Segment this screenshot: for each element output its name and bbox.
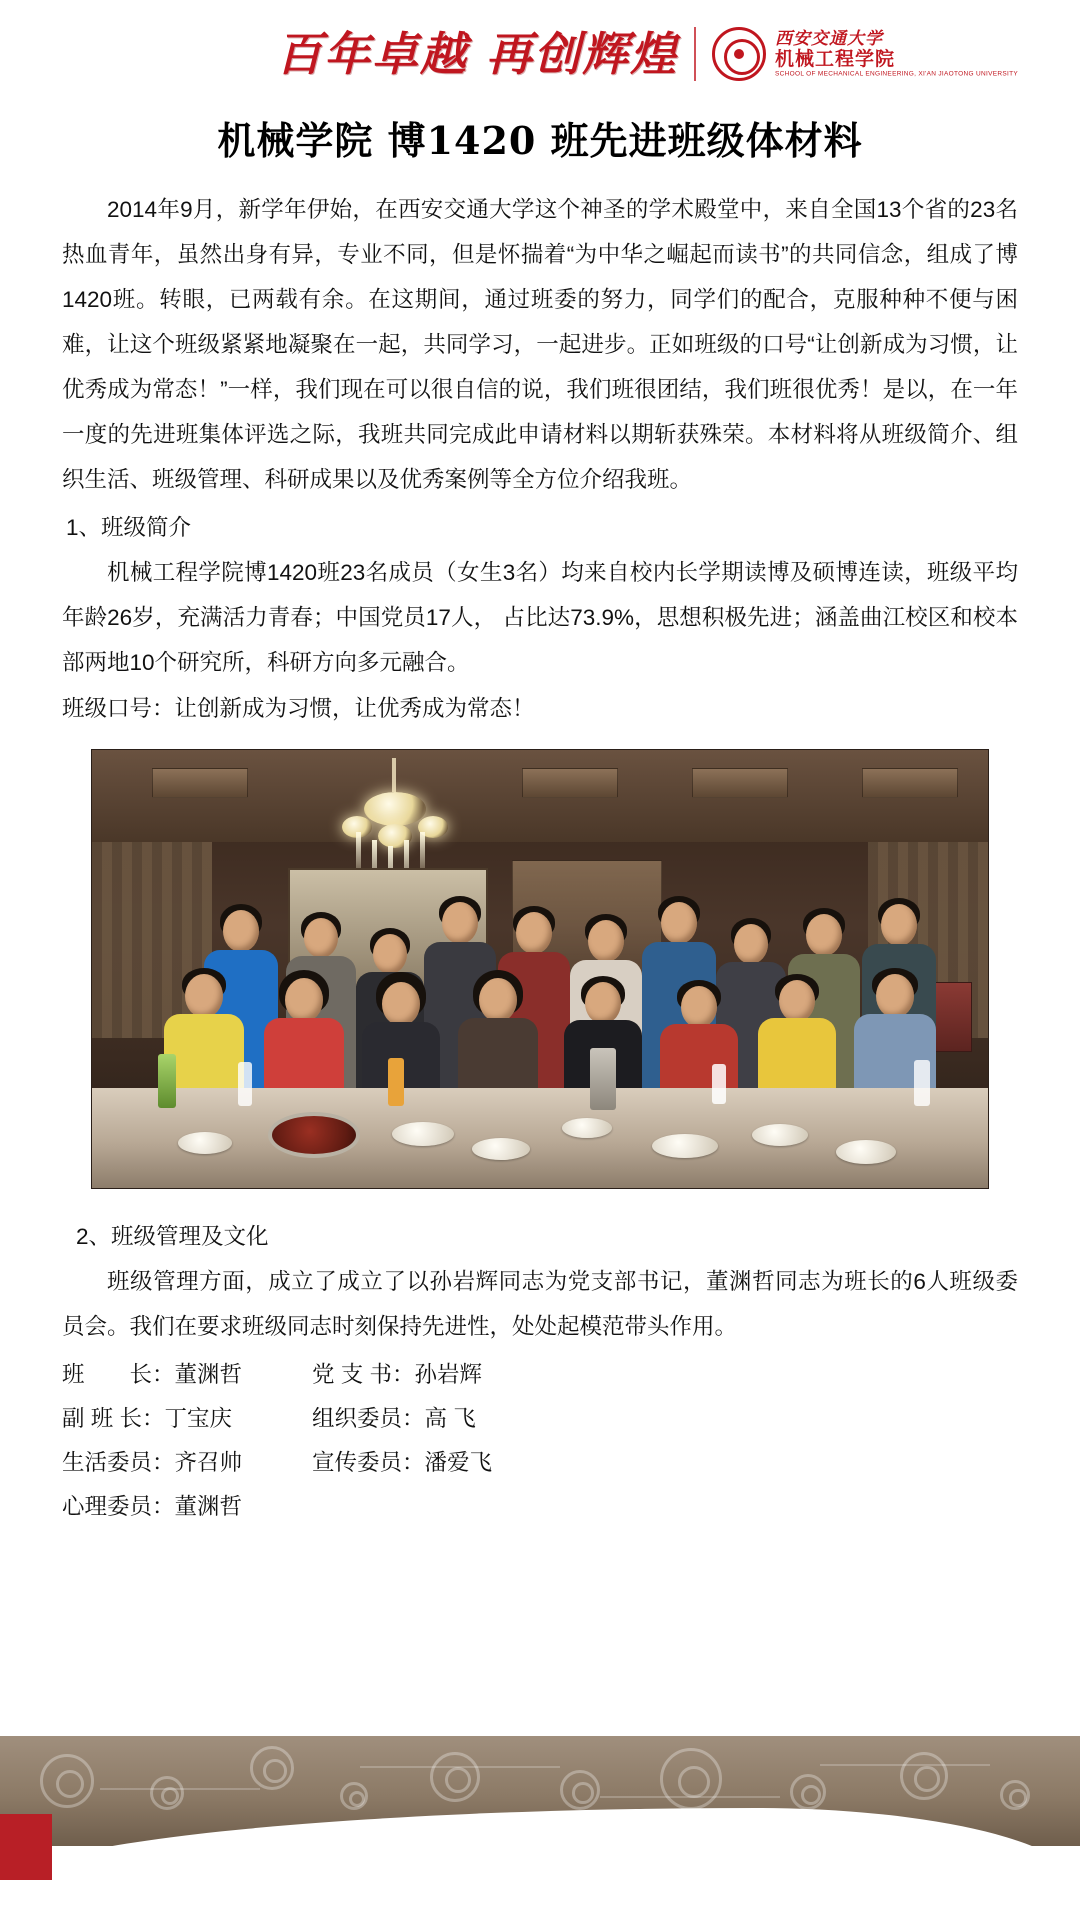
roster-right-role-0: 党 支 书： [312, 1362, 415, 1387]
section-body-1: 机械工程学院博1420班23名成员（女生3名）均来自校内长学期读博及硕博连读，班级平均年龄26岁，充满活力青春；中国党员17人， 占比达73.9%，思想积极先进；涵盖曲江校区和校本部两地10个研究所，科研方向多元融合。 [62, 560, 1018, 675]
photo-people-group [92, 862, 988, 1092]
gear-icon [250, 1746, 294, 1790]
document-content [0, 187, 1080, 1529]
roster-left-name-2: 齐召帅 [174, 1450, 243, 1475]
gear-icon [660, 1748, 722, 1810]
person-front-4 [456, 970, 540, 1100]
gear-icon [900, 1752, 948, 1800]
roster-right-role-2: 宣传委员： [312, 1450, 425, 1475]
page-header [0, 0, 1080, 96]
section-heading-2: 2、班级管理及文化 [76, 1224, 269, 1249]
gear-icon [560, 1770, 600, 1810]
person-front-7 [756, 972, 838, 1100]
roster-row [62, 1441, 1018, 1485]
class-group-photo [91, 749, 989, 1189]
roster-left-2 [62, 1441, 312, 1485]
roster-left-role-1: 副 班 长： [62, 1406, 165, 1431]
roster-right-role-1: 组织委员： [312, 1406, 425, 1431]
class-photo-wrapper [62, 749, 1018, 1189]
gear-icon [340, 1782, 368, 1810]
page-title: 机械学院 博1420 班先进班级体材料 [217, 118, 863, 163]
gear-icon [790, 1774, 826, 1810]
person-front-2 [262, 970, 346, 1100]
roster-left-0 [62, 1353, 312, 1397]
header-slogan: 百年卓越 再创辉煌 [276, 27, 679, 81]
roster-left-3 [62, 1485, 312, 1529]
section-heading-1: 1、班级简介 [66, 515, 192, 540]
roster-right-name-0: 孙岩辉 [414, 1362, 483, 1387]
section-body-2: 班级管理方面，成立了成立了以孙岩辉同志为党支部书记，董渊哲同志为班长的6人班级委员会。我们在要求班级同志时刻保持先进性，处处起模范带头作用。 [62, 1269, 1018, 1339]
roster-left-role-3: 心理委员： [62, 1494, 175, 1519]
gear-icon [1000, 1780, 1030, 1810]
roster-right-2 [312, 1441, 492, 1485]
roster-left-role-2: 生活委员： [62, 1450, 175, 1475]
header-branding [0, 16, 1080, 92]
roster-left-1 [62, 1397, 312, 1441]
roster-left-name-0: 董渊哲 [174, 1362, 243, 1387]
logo-text-block [775, 30, 1018, 78]
photo-dining-table [92, 1088, 988, 1188]
roster-left-role-0: 班 长： [62, 1362, 175, 1387]
footer-white-strip [0, 1880, 1080, 1926]
gear-icon [150, 1776, 184, 1810]
person-front-6 [658, 974, 740, 1100]
header-divider [694, 27, 696, 81]
logo-line-university: 西安交通大学 [775, 29, 884, 50]
gear-icon [40, 1754, 94, 1808]
logo-line-school: 机械工程学院 [775, 49, 896, 71]
roster-right-name-2: 潘爱飞 [424, 1450, 493, 1475]
university-logo [712, 27, 1018, 81]
gear-icon [430, 1752, 480, 1802]
roster-left-name-1: 丁宝庆 [164, 1406, 233, 1431]
photo-ceiling [92, 750, 988, 842]
intro-paragraph: 2014年9月，新学年伊始，在西安交通大学这个神圣的学术殿堂中，来自全国13个省的23名热血青年，虽然出身有异，专业不同，但是怀揣着“为中华之崛起而读书”的共同信念，组成了博1420班。转眼，已两载有余。在这期间，通过班委的努力，同学们的配合，克服种种不便与困难，让这个班级紧紧地凝聚在一起，共同学习，一起进步。正如班级的口号“让创新成为习惯，让优秀成为常态！”一样，我们现在可以很自信的说，我们班很团结，我们班很优秀！是以，在一年一度的先进班集体评选之际，我班共同完成此申请材料以期斩获殊荣。本材料将从班级简介、组织生活、班级管理、科研成果以及优秀案例等全方位介绍我班。 [62, 197, 1018, 492]
roster-row [62, 1485, 1018, 1529]
roster-right-name-1: 高 飞 [424, 1406, 476, 1431]
roster-right-1 [312, 1397, 476, 1441]
roster-row [62, 1353, 1018, 1397]
roster-row [62, 1397, 1018, 1441]
xjtu-emblem-icon [712, 27, 766, 81]
page-footer [0, 1736, 1080, 1926]
class-slogan-line: 班级口号：让创新成为习惯，让优秀成为常态！ [62, 696, 535, 721]
roster-left-name-3: 董渊哲 [174, 1494, 243, 1519]
logo-line-english: SCHOOL OF MECHANICAL ENGINEERING, XI'AN JIAOTONG UNIVERSITY [775, 70, 1018, 77]
roster-right-0 [312, 1353, 482, 1397]
class-committee-roster [62, 1353, 1018, 1529]
